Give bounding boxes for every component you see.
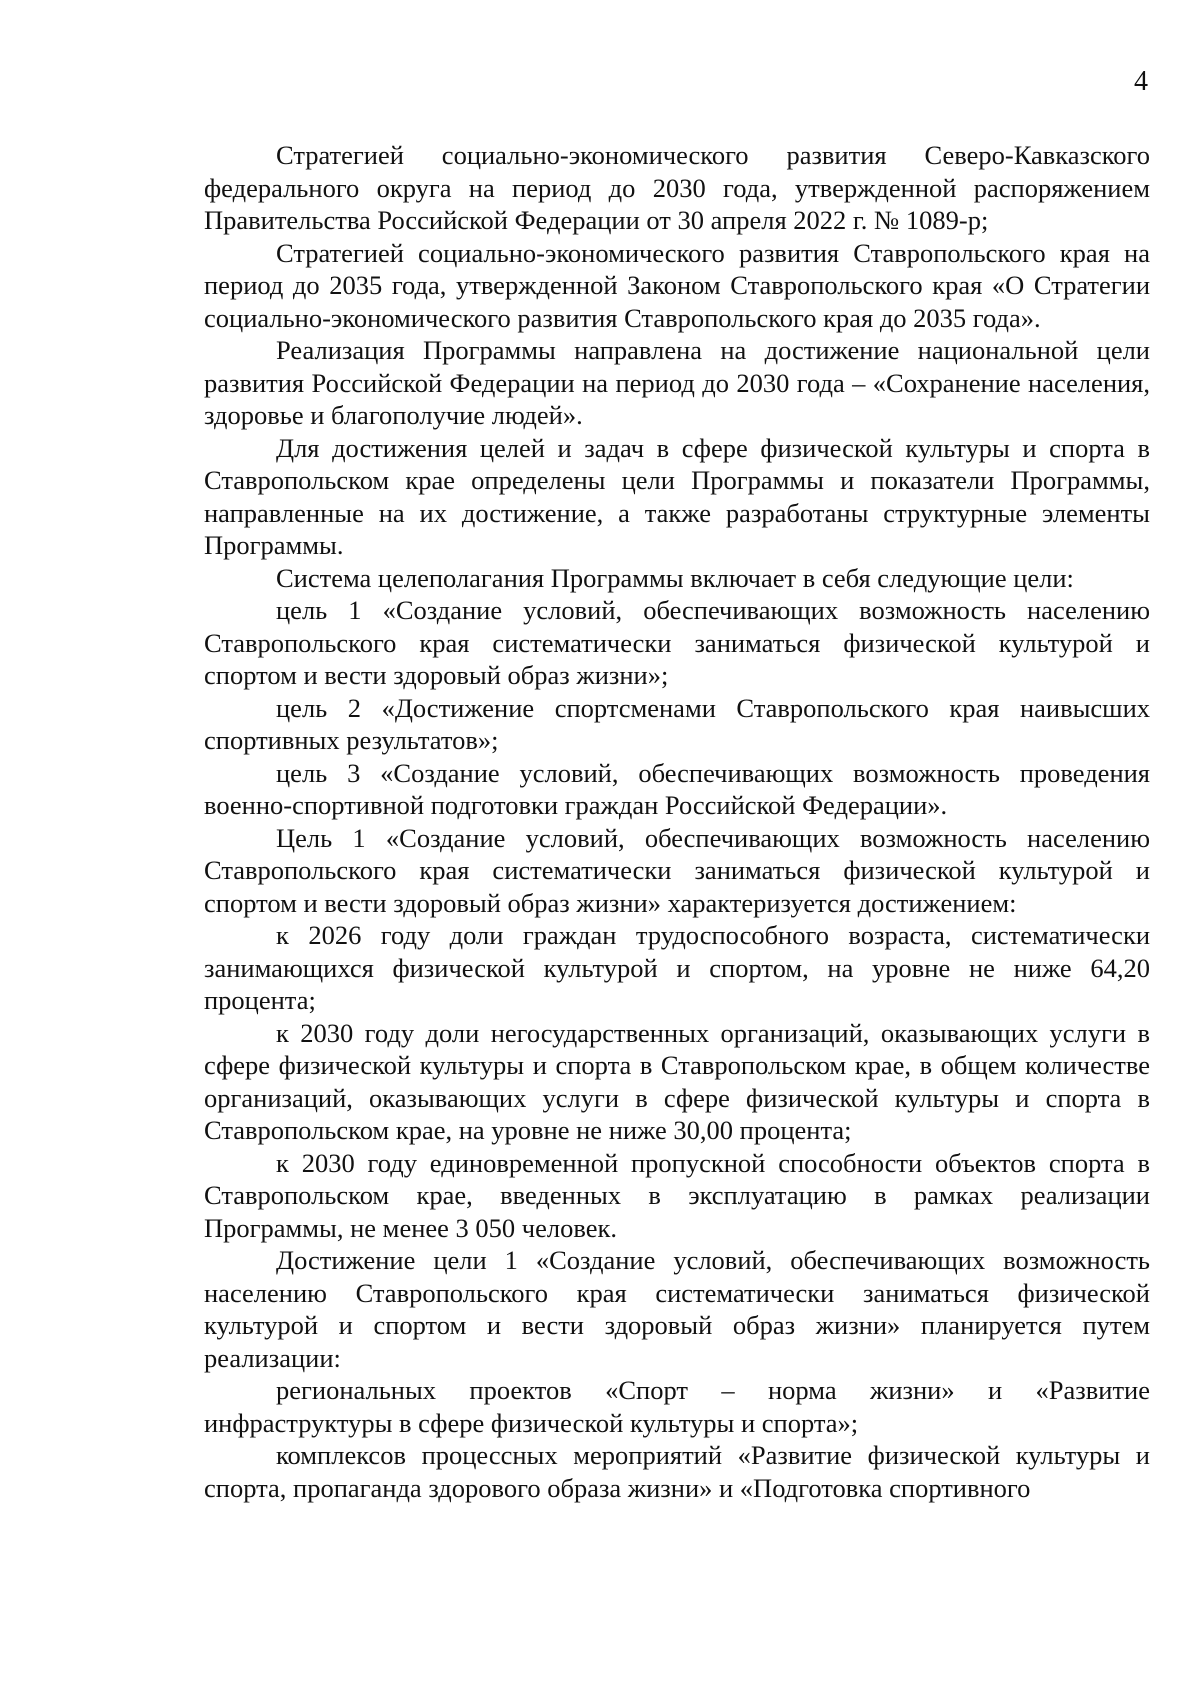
- paragraph: к 2030 году единовременной пропускной способности объектов спорта в Ставропольском крае, введенных в эксплуатацию в рамках реализации Программы, не менее 3 050 человек.: [204, 1147, 1150, 1243]
- paragraph: Реализация Программы направлена на достижение национальной цели развития Российской Федерации на период до 2030 года – «Сохранение населения, здоровье и благополучие людей».: [204, 335, 1150, 430]
- paragraph: комплексов процессных мероприятий «Развитие физической культуры и спорта, пропаганда здорового образа жизни» и «Подготовка спортивного: [204, 1440, 1150, 1503]
- paragraph: Стратегией социально-экономического развития Ставропольского края на период до 2035 года, утвержденной Законом Ставропольского края «О Стратегии социально-экономического развития Ставропольского края до 2035 года».: [204, 237, 1150, 333]
- paragraph: Система целеполагания Программы включает в себя следующие цели:: [276, 562, 1074, 593]
- page-number: 4: [1134, 66, 1148, 97]
- paragraph: Достижение цели 1 «Создание условий, обеспечивающих возможность населению Ставропольского края систематически заниматься физической культурой и спортом и вести здоровый образ жизни» планируется путем реализации:: [204, 1245, 1150, 1373]
- paragraph: цель 3 «Создание условий, обеспечивающих возможность проведения военно-спортивной подготовки граждан Российской Федерации».: [204, 757, 1150, 820]
- paragraph: цель 2 «Достижение спортсменами Ставропольского края наивысших спортивных результатов»;: [204, 692, 1150, 755]
- paragraph: Для достижения целей и задач в сфере физической культуры и спорта в Ставропольском крае определены цели Программы и показатели Программы, направленные на их достижение, а также разработаны структурные элементы Программы.: [204, 432, 1150, 560]
- document-body: [204, 139, 1150, 1504]
- paragraph: Цель 1 «Создание условий, обеспечивающих возможность населению Ставропольского края систематически заниматься физической культурой и спортом и вести здоровый образ жизни» характеризуется достижением:: [204, 822, 1150, 918]
- paragraph: региональных проектов «Спорт – норма жизни» и «Развитие инфраструктуры в сфере физической культуры и спорта»;: [204, 1375, 1150, 1438]
- paragraph: Стратегией социально-экономического развития Северо-Кавказского федерального округа на период до 2030 года, утвержденной распоряжением Правительства Российской Федерации от 30 апреля 2022 г. № 1089-р;: [204, 140, 1150, 235]
- paragraph: к 2026 году доли граждан трудоспособного возраста, систематически занимающихся физической культурой и спортом, на уровне не ниже 64,20 процента;: [204, 920, 1150, 1015]
- paragraph: к 2030 году доли негосударственных организаций, оказывающих услуги в сфере физической культуры и спорта в Ставропольском крае, в общем количестве организаций, оказывающих услуги в сфере физической культуры и спорта в Ставропольском крае, на уровне не ниже 30,00 процента;: [204, 1017, 1150, 1145]
- paragraph: цель 1 «Создание условий, обеспечивающих возможность населению Ставропольского края систематически заниматься физической культурой и спортом и вести здоровый образ жизни»;: [204, 595, 1150, 690]
